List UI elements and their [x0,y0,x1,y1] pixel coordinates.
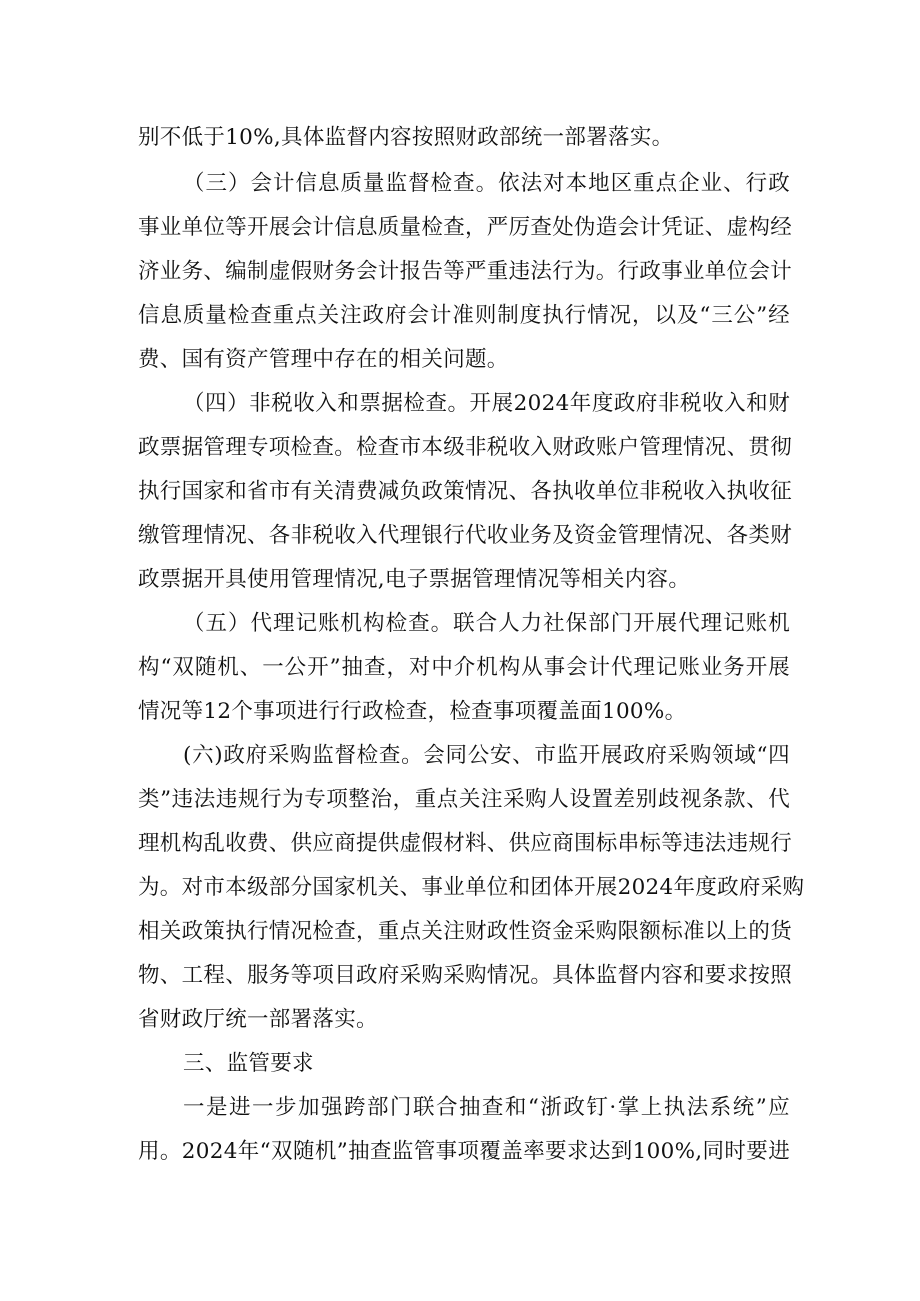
section-heading: 三、监管要求 [183,1051,314,1076]
text-line: 相关政策执行情况检查，重点关注财政性资金采购限额标准以上的货 [138,919,793,944]
text-line: （三）会计信息质量监督检查。依法对本地区重点企业、行政 [183,171,790,196]
text-line: 省财政厅统一部署落实。 [138,1007,378,1032]
text-line: 理机构乱收费、供应商提供虚假材料、供应商围标串标等违法违规行 [138,831,793,856]
text-line: 费、国有资产管理中存在的相关问题。 [138,347,509,372]
text-line: 构“双随机、一公开”抽查，对中介机构从事会计代理记账业务开展 [138,655,790,680]
text-line: 类”违法违规行为专项整治，重点关注采购人设置差别歧视条款、代 [138,787,790,812]
text-line: 缴管理情况、各非税收入代理银行代收业务及资金管理情况、各类财 [138,523,793,548]
text-line: 信息质量检查重点关注政府会计准则制度执行情况，以及“三公”经 [138,303,790,328]
text-line: 别不低于10%,具体监督内容按照财政部统一部署落实。 [138,125,674,150]
text-line: 一是进一步加强跨部门联合抽查和“浙政钉·掌上执法系统”应 [183,1095,790,1120]
text-line: 执行国家和省市有关清费减负政策情况、各执收单位非税收入执收征 [138,479,793,504]
text-line: （四）非税收入和票据检查。开展2024年度政府非税收入和财 [183,391,790,416]
text-line: 政票据管理专项检查。检查市本级非税收入财政账户管理情况、贯彻 [138,435,793,460]
text-line: 用。2024年“双随机”抽查监管事项覆盖率要求达到100%,同时要进 [138,1139,790,1164]
text-line: 济业务、编制虚假财务会计报告等严重违法行为。行政事业单位会计 [138,259,793,284]
text-line: 情况等12个事项进行行政检查，检查事项覆盖面100%。 [138,699,687,724]
text-line: 为。对市本级部分国家机关、事业单位和团体开展2024年度政府采购 [138,875,805,900]
text-line: (六)政府采购监督检查。会同公安、市监开展政府采购领域“四 [183,743,790,768]
text-line: （五）代理记账机构检查。联合人力社保部门开展代理记账机 [183,611,790,636]
text-line: 政票据开具使用管理情况,电子票据管理情况等相关内容。 [138,567,691,592]
text-line: 事业单位等开展会计信息质量检查，严厉查处伪造会计凭证、虚构经 [138,215,793,240]
text-line: 物、工程、服务等项目政府采购采购情况。具体监督内容和要求按照 [138,963,793,988]
